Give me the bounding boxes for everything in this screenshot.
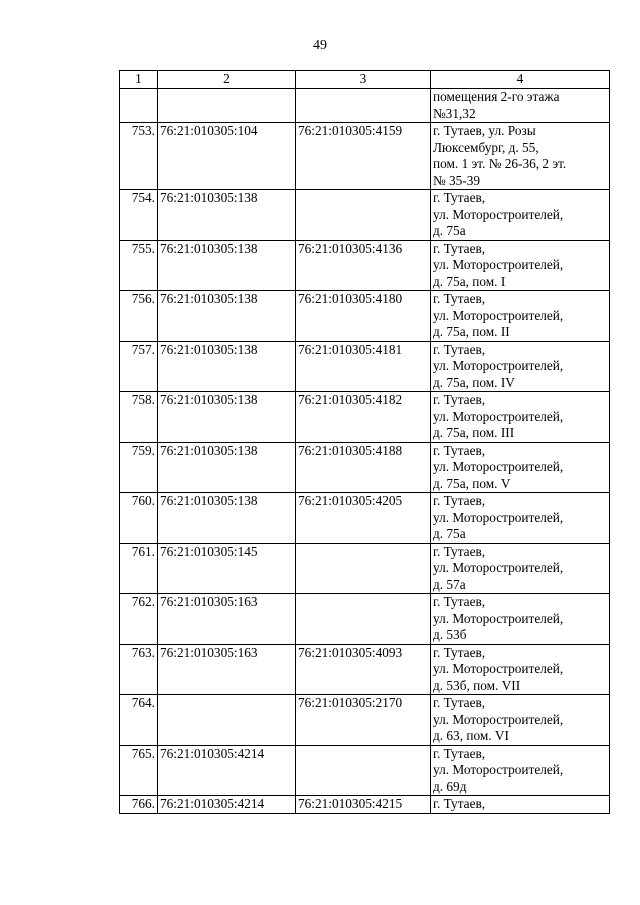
land-cadastral-cell: 76:21:010305:138 [158,190,296,241]
object-cadastral-cell [296,190,431,241]
row-number-cell: 757. [120,341,158,392]
table-header [120,71,610,89]
table-row [120,442,610,493]
object-cadastral-cell: 76:21:010305:4093 [296,644,431,695]
address-line: ул. Моторостроителей, [433,358,564,373]
address-line: д. 75а, пом. III [433,425,515,440]
table-row [120,89,610,123]
row-number-cell: 764. [120,695,158,746]
address-line: ул. Моторостроителей, [433,661,564,676]
address-cell [431,644,610,695]
object-cadastral-cell: 76:21:010305:2170 [296,695,431,746]
row-number-cell: 766. [120,796,158,814]
object-cadastral-cell: 76:21:010305:4188 [296,442,431,493]
address-cell [431,543,610,594]
address-cell [431,392,610,443]
land-cadastral-cell: 76:21:010305:4214 [158,796,296,814]
address-line: г. Тутаев, ул. Розы [433,123,536,138]
land-cadastral-cell [158,695,296,746]
address-cell [431,796,610,814]
address-line: г. Тутаев, [433,745,486,761]
row-number-cell: 761. [120,543,158,594]
object-cadastral-cell: 76:21:010305:4182 [296,392,431,443]
page-number: 49 [313,38,327,53]
address-cell [431,594,610,645]
land-cadastral-cell: 76:21:010305:138 [158,240,296,291]
table-row [120,123,610,190]
address-line: д. 53б, пом. VII [433,677,521,693]
table-row [120,796,610,814]
address-line: г. Тутаев, [433,190,486,205]
table-row [120,644,610,695]
registry-table [119,70,610,814]
address-cell [431,291,610,342]
address-line: г. Тутаев, [433,392,486,407]
address-line: г. Тутаев, [433,291,486,306]
object-cadastral-cell [296,543,431,594]
object-cadastral-cell: 76:21:010305:4180 [296,291,431,342]
row-number-cell: 759. [120,442,158,493]
address-line: ул. Моторостроителей, [433,610,564,626]
address-line: Люксембург, д. 55, [433,139,539,155]
address-line: г. Тутаев, [433,796,486,811]
address-line: г. Тутаев, [433,644,486,660]
land-cadastral-cell: 76:21:010305:138 [158,341,296,392]
address-line: ул. Моторостроителей, [433,408,564,424]
land-cadastral-cell: 76:21:010305:104 [158,123,296,190]
address-cell [431,123,610,190]
table-row [120,493,610,544]
column-header-land-cadastral: 2 [158,71,296,89]
address-cell [431,240,610,291]
row-number-cell: 760. [120,493,158,544]
address-line: г. Тутаев, [433,594,486,609]
address-cell [431,493,610,544]
table-row [120,240,610,291]
row-number-cell: 756. [120,291,158,342]
table-body [120,89,610,814]
object-cadastral-cell: 76:21:010305:4205 [296,493,431,544]
column-header-object-cadastral: 3 [296,71,431,89]
table-row [120,341,610,392]
address-line: ул. Моторостроителей, [433,206,564,222]
row-number-cell [120,89,158,123]
header-row [120,71,610,89]
address-line: ул. Моторостроителей, [433,307,564,323]
address-line: д. 75а [433,526,466,541]
address-line: ул. Моторостроителей, [433,459,564,474]
address-line: г. Тутаев, [433,341,486,357]
land-cadastral-cell: 76:21:010305:4214 [158,745,296,796]
land-cadastral-cell: 76:21:010305:138 [158,291,296,342]
address-line: д. 57а [433,576,466,592]
row-number-cell: 765. [120,745,158,796]
address-line: д. 75а [433,223,466,238]
land-cadastral-cell [158,89,296,123]
column-header-number: 1 [120,71,158,89]
address-line: д. 75а, пом. V [433,475,511,491]
address-line: д. 69д [433,778,467,794]
land-cadastral-cell: 76:21:010305:163 [158,644,296,695]
row-number-cell: 758. [120,392,158,443]
land-cadastral-cell: 76:21:010305:145 [158,543,296,594]
land-cadastral-cell: 76:21:010305:138 [158,442,296,493]
table-row [120,392,610,443]
address-cell [431,745,610,796]
address-line: помещения 2-го этажа [433,89,560,104]
address-line: ул. Моторостроителей, [433,762,564,777]
row-number-cell: 763. [120,644,158,695]
address-cell [431,695,610,746]
column-header-address: 4 [431,71,610,89]
table-row [120,291,610,342]
table-row [120,543,610,594]
table-row [120,594,610,645]
object-cadastral-cell: 76:21:010305:4136 [296,240,431,291]
address-line: г. Тутаев, [433,240,486,256]
address-line: д. 75а, пом. I [433,273,506,289]
address-line: г. Тутаев, [433,442,486,458]
table-row [120,745,610,796]
address-line: д. 75а, пом. II [433,324,510,339]
table-row [120,190,610,241]
address-line: д. 53б [433,627,467,642]
object-cadastral-cell [296,89,431,123]
object-cadastral-cell [296,745,431,796]
address-line: ул. Моторостроителей, [433,509,564,525]
row-number-cell: 754. [120,190,158,241]
land-cadastral-cell: 76:21:010305:138 [158,392,296,443]
address-line: г. Тутаев, [433,543,486,559]
address-cell [431,442,610,493]
address-line: №31,32 [433,105,476,121]
address-line: д. 75а, пом. IV [433,374,515,390]
address-cell [431,89,610,123]
land-cadastral-cell: 76:21:010305:138 [158,493,296,544]
address-line: г. Тутаев, [433,493,486,508]
object-cadastral-cell: 76:21:010305:4159 [296,123,431,190]
address-line: д. 63, пом. VI [433,728,509,743]
row-number-cell: 753. [120,123,158,190]
address-cell [431,190,610,241]
object-cadastral-cell: 76:21:010305:4215 [296,796,431,814]
address-cell [431,341,610,392]
address-line: г. Тутаев, [433,695,486,710]
table-row [120,695,610,746]
address-line: ул. Моторостроителей, [433,257,564,272]
object-cadastral-cell: 76:21:010305:4181 [296,341,431,392]
row-number-cell: 755. [120,240,158,291]
address-line: № 35-39 [433,172,481,188]
address-line: ул. Моторостроителей, [433,560,564,575]
object-cadastral-cell [296,594,431,645]
address-line: пом. 1 эт. № 26-36, 2 эт. [433,156,567,171]
row-number-cell: 762. [120,594,158,645]
address-line: ул. Моторостроителей, [433,711,564,727]
land-cadastral-cell: 76:21:010305:163 [158,594,296,645]
